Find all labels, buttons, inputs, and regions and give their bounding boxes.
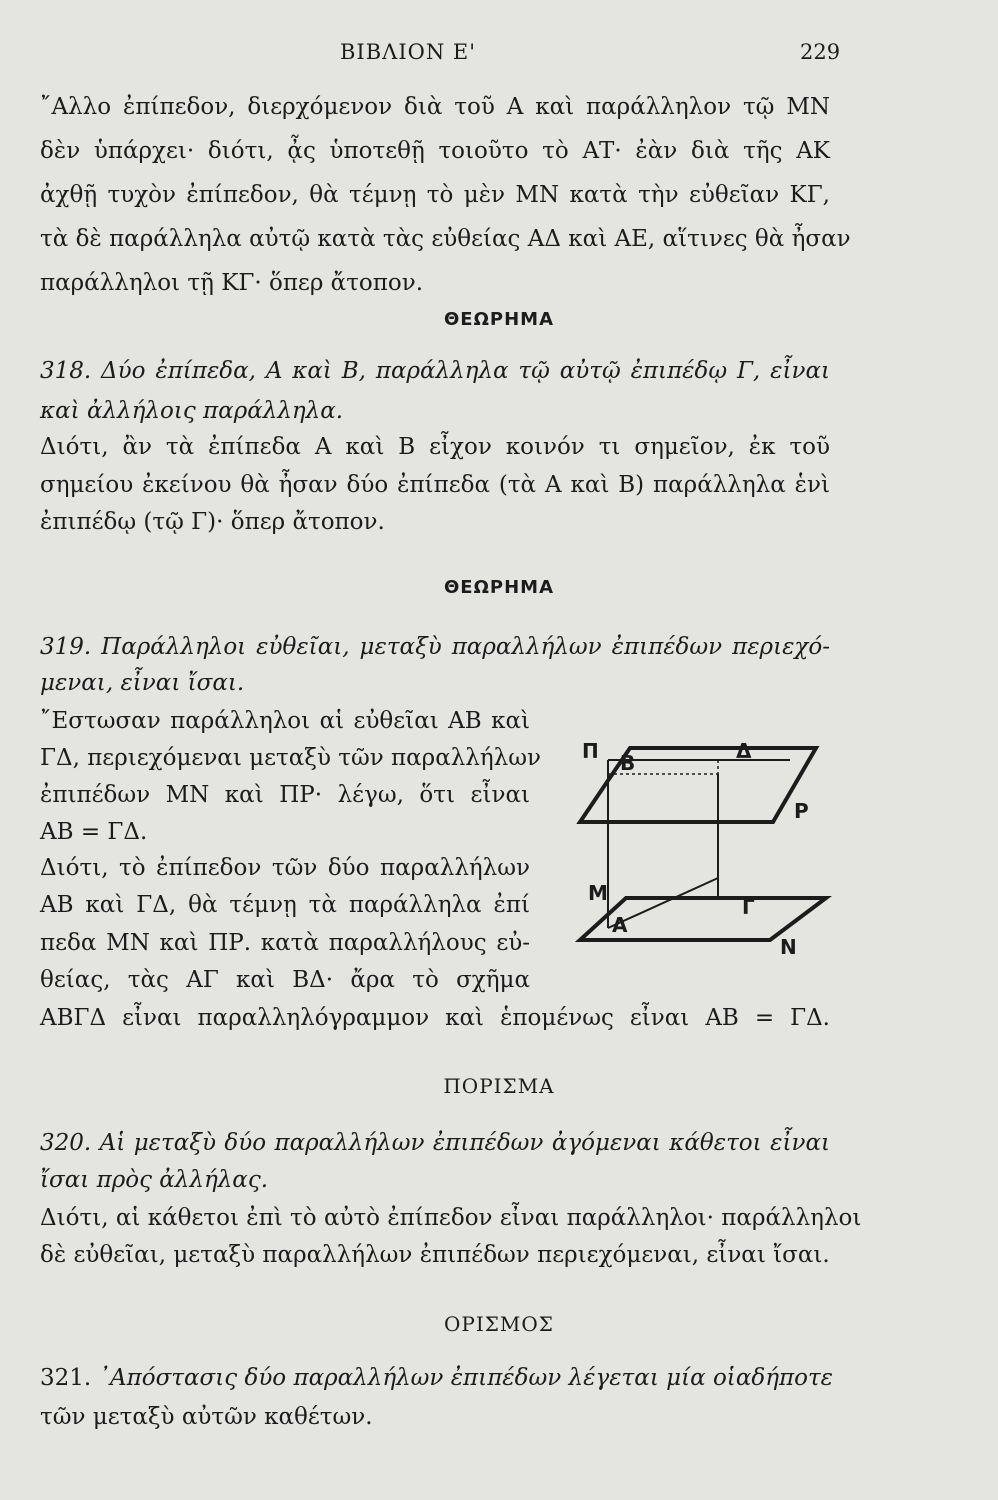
intro-line: δὲν ὑπάρχει· διότι, ᾆς ὑποτεθῇ τοιοῦτο τὸ ΑΤ· ἐὰν διὰ τῆς ΑΚ — [40, 138, 830, 164]
theorem-319-proof: θείας, τὰς ΑΓ καὶ ΒΔ· ἄρα τὸ σχῆμα — [40, 967, 530, 993]
theorem-319-proof: ἐπιπέδων ΜΝ καὶ ΠΡ· λέγω, ὅτι εἶναι — [40, 782, 530, 808]
theorem-319-statement: 319. Παράλληλοι εὐθεῖαι, μεταξὺ παραλλήλων ἐπιπέδων περιεχό- — [40, 634, 830, 660]
theorem-318-heading: ΘΕΩΡΗΜΑ — [444, 309, 554, 330]
page-header — [0, 40, 998, 70]
theorem-319-proof: ΑΒΓΔ εἶναι παραλληλόγραμμον καὶ ἑπομένως εἶναι ΑΒ = ΓΔ. — [40, 1005, 830, 1031]
theorem-318-proof: ἐπιπέδῳ (τῷ Γ)· ὅπερ ἄτοπον. — [40, 509, 385, 535]
corollary-320-statement: 320. Αἱ μεταξὺ δύο παραλλήλων ἐπιπέδων ἀγόμεναι κάθετοι εἶναι — [40, 1130, 830, 1156]
definition-321-heading: ΟΡΙΣΜΟΣ — [444, 1312, 554, 1336]
theorem-319-proof: πεδα ΜΝ καὶ ΠΡ. κατὰ παραλλήλους εὐ- — [40, 930, 530, 956]
running-head: ΒΙΒΛΙΟΝ Ε' — [340, 40, 476, 64]
page-number: 229 — [800, 40, 841, 64]
label-rho: Ρ — [794, 799, 809, 823]
theorem-319-proof: ῎Εστωσαν παράλληλοι αἱ εὐθεῖαι ΑΒ καὶ — [40, 708, 530, 734]
label-beta: Β — [620, 751, 636, 775]
theorem-318-proof: Διότι, ἂν τὰ ἐπίπεδα Α καὶ Β εἶχον κοινόν τι σημεῖον, ἐκ τοῦ — [40, 434, 830, 460]
definition-321-statement: ᾿Απόστασις δύο παραλλήλων ἐπιπέδων λέγεται μία οἱαδήποτε — [98, 1365, 834, 1391]
corollary-320-heading: ΠΟΡΙΣΜΑ — [443, 1074, 555, 1098]
theorem-319-proof: ΓΔ, περιεχόμεναι μεταξὺ τῶν παραλλήλων — [40, 745, 541, 771]
parallel-planes-figure — [568, 718, 838, 958]
theorem-319-proof: ΑΒ = ΓΔ. — [40, 819, 148, 845]
theorem-318-statement: 318. Δύο ἐπίπεδα, Α καὶ Β, παράλληλα τῷ αὐτῷ ἐπιπέδῳ Γ, εἶναι — [40, 358, 830, 384]
label-delta: Δ — [736, 739, 752, 763]
intro-line: ῎Αλλο ἐπίπεδον, διερχόμενον διὰ τοῦ Α καὶ παράλληλον τῷ ΜΝ — [40, 94, 830, 120]
theorem-319-proof: ΑΒ καὶ ΓΔ, θὰ τέμνῃ τὰ παράλληλα ἐπί — [40, 892, 530, 918]
theorem-319-proof: Διότι, τὸ ἐπίπεδον τῶν δύο παραλλήλων — [40, 855, 530, 881]
definition-321-number: 321. — [40, 1365, 92, 1391]
corollary-320-proof: δὲ εὐθεῖαι, μεταξὺ παραλλήλων ἐπιπέδων περιεχόμεναι, εἶναι ἴσαι. — [40, 1242, 830, 1268]
intro-line: παράλληλοι τῇ ΚΓ· ὅπερ ἄτοπον. — [40, 270, 424, 296]
intro-line: ἀχθῇ τυχὸν ἐπίπεδον, θὰ τέμνῃ τὸ μὲν ΜΝ κατὰ τὴν εὐθεῖαν ΚΓ, — [40, 182, 830, 208]
label-pi: Π — [582, 739, 599, 763]
theorem-318-statement: καὶ ἀλλήλοις παράλληλα. — [40, 398, 344, 424]
label-alpha: Α — [612, 913, 628, 937]
corollary-320-proof: Διότι, αἱ κάθετοι ἐπὶ τὸ αὐτὸ ἐπίπεδον εἶναι παράλληλοι· παράλληλοι — [40, 1205, 862, 1231]
theorem-319-heading: ΘΕΩΡΗΜΑ — [444, 577, 554, 598]
theorem-318-proof: σημείου ἐκείνου θὰ ἦσαν δύο ἐπίπεδα (τὰ Α καὶ Β) παράλληλα ἑνὶ — [40, 472, 830, 498]
definition-321-statement: τῶν μεταξὺ αὐτῶν καθέτων. — [40, 1404, 373, 1430]
theorem-319-statement: μεναι, εἶναι ἴσαι. — [40, 670, 245, 696]
label-mu: Μ — [588, 881, 608, 905]
corollary-320-statement: ἴσαι πρὸς ἀλλήλας. — [40, 1167, 269, 1193]
intro-line: τὰ δὲ παράλληλα αὐτῷ κατὰ τὰς εὐθείας ΑΔ καὶ ΑΕ, αἵτινες θὰ ἦσαν — [40, 226, 851, 252]
label-nu: Ν — [780, 935, 797, 958]
label-gamma: Γ — [742, 895, 755, 919]
definition-321-statement-line — [40, 1363, 834, 1393]
